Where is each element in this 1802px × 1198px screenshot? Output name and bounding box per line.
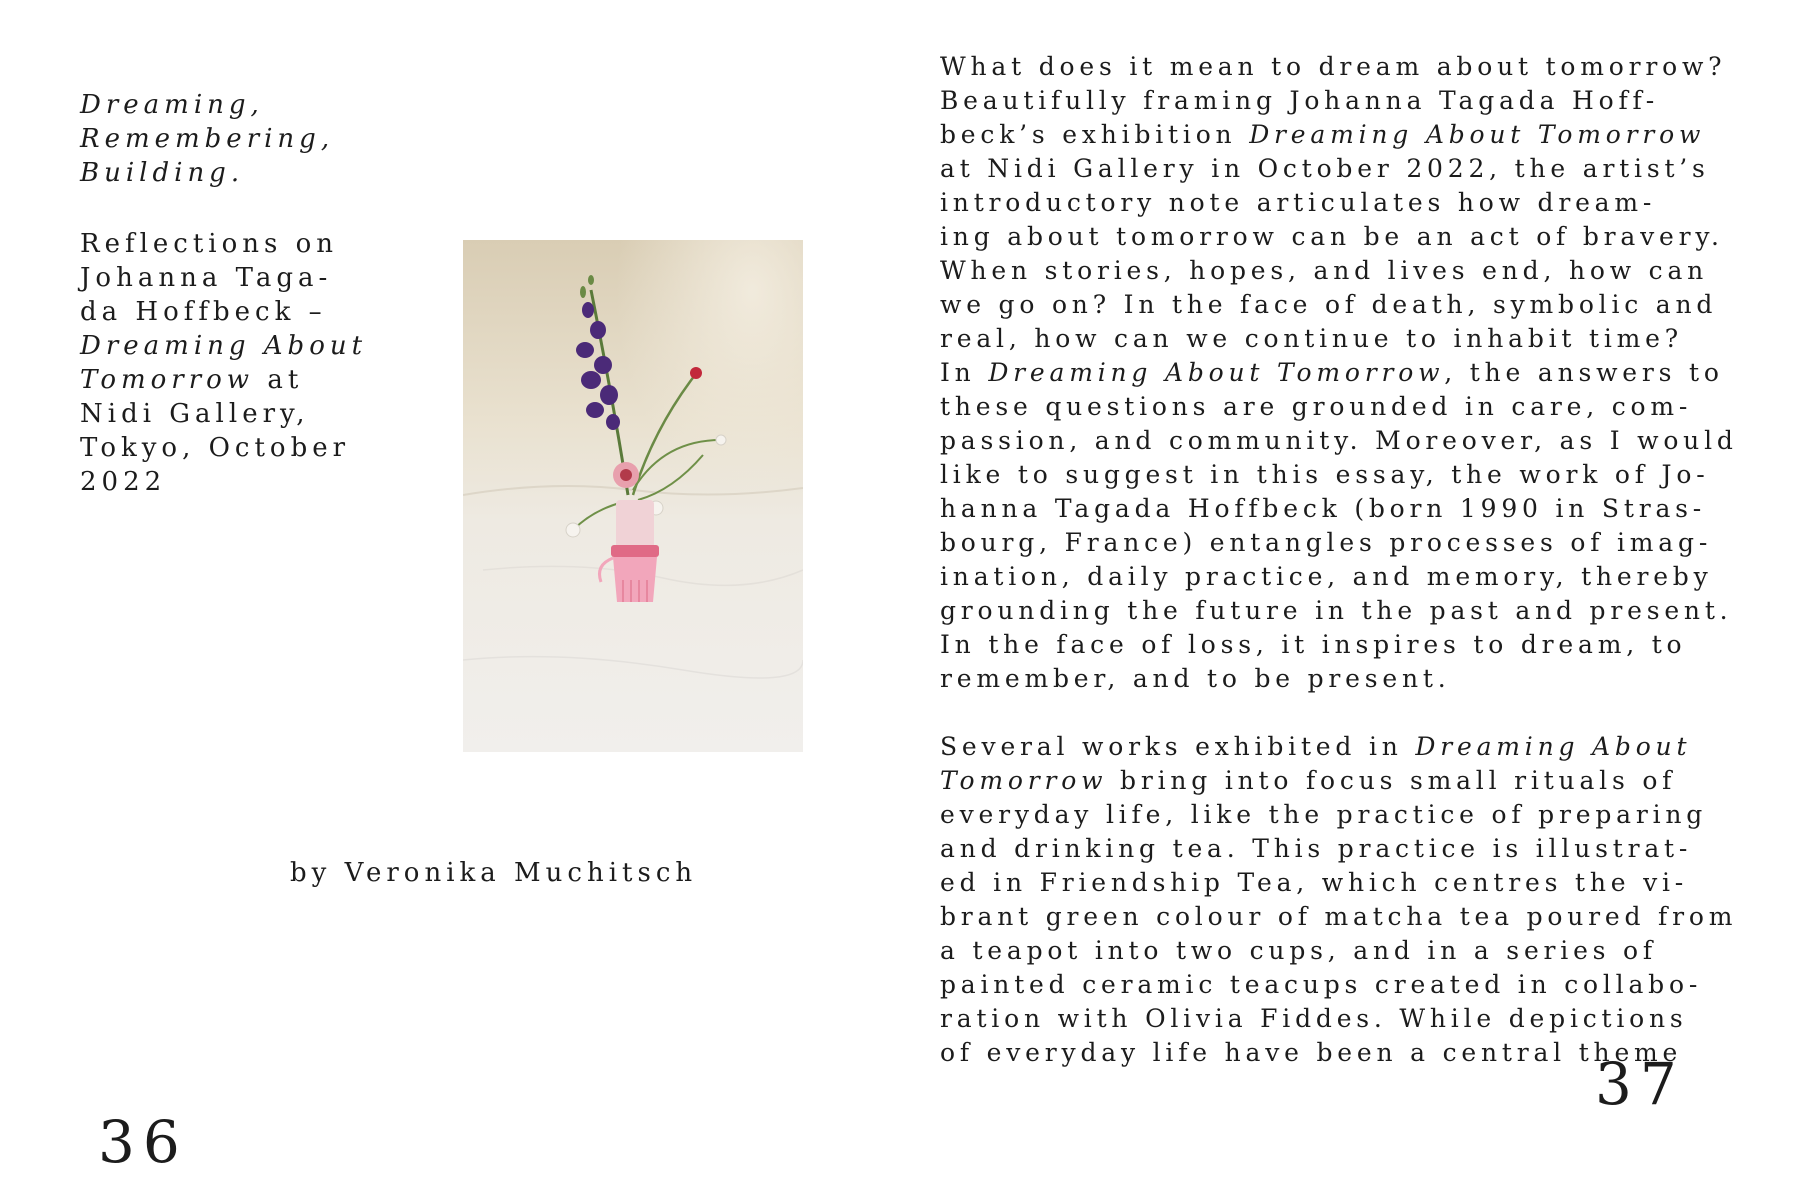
body-text-segment: bourg, France) entangles processes of imag- <box>940 528 1713 557</box>
body-text-segment: When stories, hopes, and lives end, how can <box>940 256 1709 285</box>
body-line <box>940 254 1790 288</box>
body-text-segment: In the face of loss, it inspires to dream, to <box>940 630 1687 659</box>
body-text-segment: beck’s exhibition <box>940 120 1250 149</box>
body-line <box>940 628 1790 662</box>
body-text-segment: Tomorrow <box>940 766 1108 795</box>
body-line <box>940 288 1790 322</box>
title-line-1: Dreaming, <box>80 90 264 120</box>
body-line <box>940 1002 1790 1036</box>
flower-vase-photo <box>463 240 803 752</box>
body-line <box>940 900 1790 934</box>
body-line <box>940 866 1790 900</box>
body-line <box>940 934 1790 968</box>
subtitle-line: Reflections on <box>80 229 339 259</box>
body-text-segment: and drinking tea. This practice is illustrat- <box>940 834 1693 863</box>
body-text-segment: grounding the future in the past and present. <box>940 596 1733 625</box>
body-line <box>940 220 1790 254</box>
subtitle-line: 2022 <box>80 467 167 497</box>
article-subtitle <box>80 227 410 499</box>
body-text-segment: hanna Tagada Hoffbeck (born 1990 in Stras- <box>940 494 1707 523</box>
body-text-segment: brant green colour of matcha tea poured from <box>940 902 1738 931</box>
body-text-segment: What does it mean to dream about tomorrow? <box>940 52 1727 81</box>
body-text-segment: , the answers to <box>1444 358 1724 387</box>
body-text-segment: introductory note articulates how dream- <box>940 188 1657 217</box>
page-number-right: 37 <box>1595 1050 1685 1118</box>
body-line <box>940 152 1790 186</box>
body-text-segment: ination, daily practice, and memory, thereby <box>940 562 1713 591</box>
subtitle-line: Tokyo, October <box>80 433 351 463</box>
body-line <box>940 390 1790 424</box>
body-text-segment: bring into focus small rituals of <box>1107 766 1677 795</box>
body-line <box>940 832 1790 866</box>
body-line <box>940 458 1790 492</box>
body-text-segment: In <box>940 358 989 387</box>
body-line <box>940 968 1790 1002</box>
subtitle-segment: Tomorrow <box>80 365 255 395</box>
body-line <box>940 186 1790 220</box>
page-number-left: 36 <box>98 1108 188 1176</box>
body-text-segment: everyday life, like the practice of preparing <box>940 800 1708 829</box>
body-line <box>940 322 1790 356</box>
body-text-segment: ration with Olivia Fiddes. While depictions <box>940 1004 1688 1033</box>
body-line <box>940 118 1790 152</box>
body-line <box>940 764 1790 798</box>
subtitle-segment: at <box>254 365 304 395</box>
body-text-segment: at Nidi Gallery in October 2022, the artist’s <box>940 154 1710 183</box>
article-title <box>80 88 410 190</box>
subtitle-line: Nidi Gallery, <box>80 399 310 429</box>
subtitle-line: Johanna Taga- <box>80 263 333 293</box>
body-text-segment: Dreaming About Tomorrow <box>1249 120 1706 149</box>
title-line-3: Building. <box>80 158 245 188</box>
body-text-segment: painted ceramic teacups created in collabo- <box>940 970 1703 999</box>
body-text-segment: remember, and to be present. <box>940 664 1451 693</box>
body-text-segment: Dreaming About Tomorrow <box>988 358 1445 387</box>
body-line <box>940 594 1790 628</box>
body-line <box>940 424 1790 458</box>
body-text-segment: ing about tomorrow can be an act of bravery. <box>940 222 1724 251</box>
body-text-segment: Beautifully framing Johanna Tagada Hoff- <box>940 86 1659 115</box>
subtitle-line: da Hoffbeck – <box>80 297 327 327</box>
body-line <box>940 84 1790 118</box>
body-text-segment: we go on? In the face of death, symbolic and <box>940 290 1718 319</box>
body-text-segment: ed in Friendship Tea, which centres the vi- <box>940 868 1689 897</box>
body-text-segment: Several works exhibited in <box>940 732 1416 761</box>
article-body <box>940 50 1790 1070</box>
body-line <box>940 492 1790 526</box>
body-text-segment: of everyday life have been a central theme <box>940 1038 1683 1067</box>
body-line <box>940 50 1790 84</box>
body-line <box>940 526 1790 560</box>
body-line <box>940 560 1790 594</box>
body-line <box>940 662 1790 696</box>
body-text-segment: like to suggest in this essay, the work of Jo- <box>940 460 1710 489</box>
body-text-segment: Dreaming About <box>1415 732 1692 761</box>
subtitle-line: Dreaming About <box>80 331 368 361</box>
body-line <box>940 798 1790 832</box>
body-text-segment: passion, and community. Moreover, as I would <box>940 426 1738 455</box>
body-line <box>940 730 1790 764</box>
body-text-segment: a teapot into two cups, and in a series of <box>940 936 1657 965</box>
body-text-segment: these questions are grounded in care, com- <box>940 392 1693 421</box>
body-text-segment: real, how can we continue to inhabit time? <box>940 324 1683 353</box>
body-line <box>940 356 1790 390</box>
byline: by Veronika Muchitsch <box>290 858 698 888</box>
subtitle-line <box>80 363 410 397</box>
title-line-2: Remembering, <box>80 124 335 154</box>
paragraph-gap <box>940 696 1790 730</box>
